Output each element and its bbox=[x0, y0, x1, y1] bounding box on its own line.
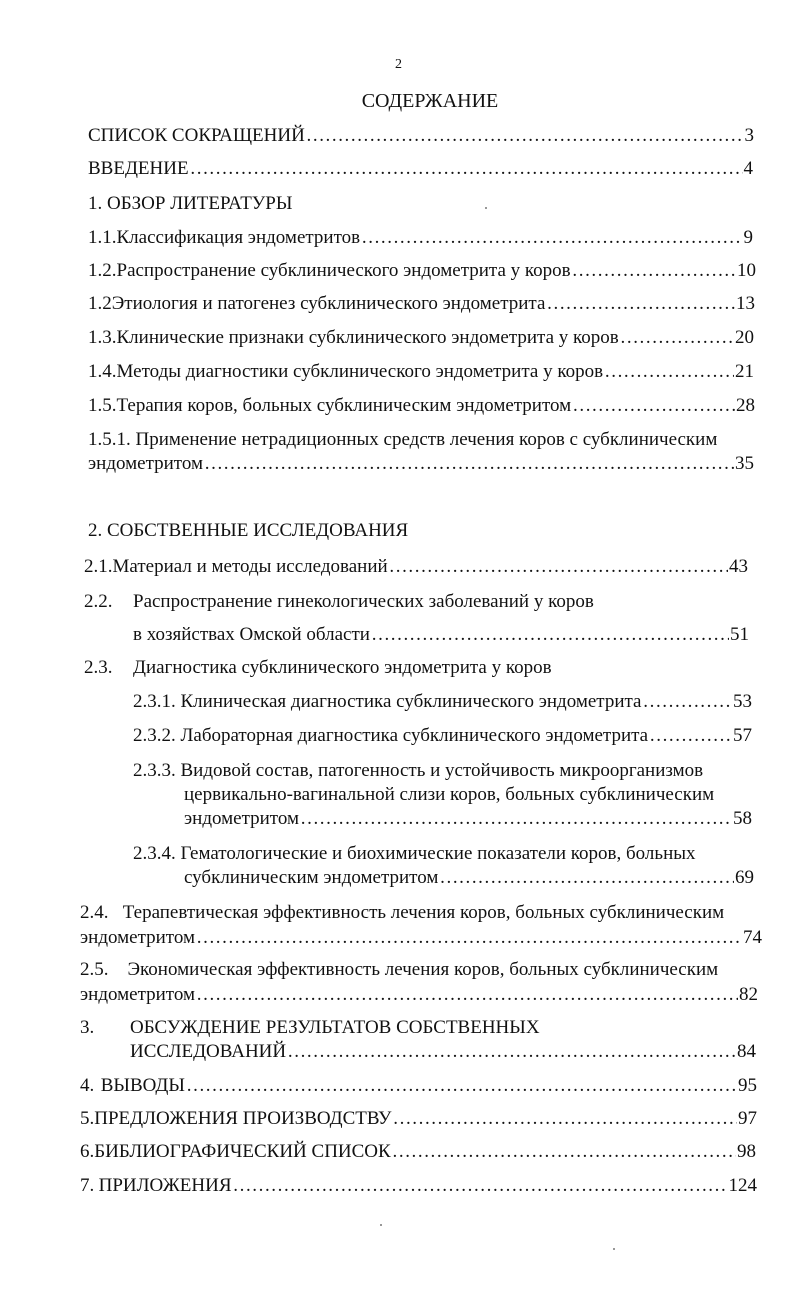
toc-entry-6 bbox=[80, 1140, 756, 1164]
toc-entry-text: 2.3.2. Лабораторная диагностика субклинического эндометрита bbox=[133, 725, 649, 746]
leader-dots bbox=[393, 1107, 738, 1131]
scan-speck bbox=[613, 1248, 615, 1250]
toc-entry-text: СПИСОК СОКРАЩЕНИЙ bbox=[88, 125, 305, 146]
toc-entry-text: Классификация эндометритов bbox=[116, 227, 361, 248]
toc-entry-2-2-line1 bbox=[84, 590, 594, 614]
toc-page-number: 20 bbox=[735, 327, 754, 348]
toc-section-number: 2.3. bbox=[84, 657, 113, 678]
leader-dots bbox=[439, 866, 734, 890]
toc-entry-7 bbox=[80, 1174, 757, 1198]
toc-entry-2-3-1 bbox=[133, 690, 752, 714]
toc-entry-abbreviations bbox=[88, 124, 754, 148]
toc-entry-text: эндометритом bbox=[80, 927, 196, 948]
toc-entry-text: Методы диагностики субклинического эндометрита у коров bbox=[116, 361, 604, 382]
toc-page-number: 53 bbox=[733, 691, 752, 712]
toc-entry-text: Терапия коров, больных субклиническим эндометритом bbox=[116, 395, 572, 416]
toc-entry-1-5-1 bbox=[88, 452, 754, 476]
leader-dots bbox=[642, 690, 732, 714]
toc-page-number: 9 bbox=[743, 227, 753, 248]
toc-page-number: 82 bbox=[739, 984, 758, 1005]
toc-page-number: 74 bbox=[743, 927, 762, 948]
toc-entry-text: эндометритом bbox=[80, 984, 196, 1005]
page-number: 2 bbox=[395, 57, 402, 72]
toc-entry-text: субклиническим эндометритом bbox=[184, 867, 439, 888]
toc-entry-2-4-line1: 2.4. Терапевтическая эффективность лечения коров, больных субклиническим bbox=[80, 902, 725, 923]
toc-entry-text: ПРЕДЛОЖЕНИЯ ПРОИЗВОДСТВУ bbox=[94, 1108, 392, 1129]
toc-entry-4 bbox=[80, 1074, 757, 1098]
toc-page-number: 98 bbox=[737, 1141, 756, 1162]
toc-page-number: 69 bbox=[735, 867, 754, 888]
toc-section-number: 1.2 bbox=[88, 293, 112, 314]
toc-entry-1-1 bbox=[88, 226, 753, 250]
toc-entry-1-2b bbox=[88, 292, 755, 316]
leader-dots bbox=[649, 724, 732, 748]
leader-dots bbox=[392, 1140, 736, 1164]
toc-entry-1-3 bbox=[88, 326, 754, 350]
toc-entry-text: 2.3.1. Клиническая диагностика субклинического эндометрита bbox=[133, 691, 642, 712]
toc-entry-text: ОБСУЖДЕНИЕ РЕЗУЛЬТАТОВ СОБСТВЕННЫХ bbox=[130, 1017, 540, 1038]
toc-page-number: 10 bbox=[737, 260, 756, 281]
leader-dots bbox=[306, 124, 744, 148]
leader-dots bbox=[572, 394, 735, 418]
toc-page-number: 84 bbox=[737, 1041, 756, 1062]
toc-entry-text: ВВЕДЕНИЕ bbox=[88, 158, 189, 179]
toc-section-number: 1.5. bbox=[88, 395, 117, 416]
toc-entry-1-2 bbox=[88, 259, 756, 283]
leader-dots bbox=[546, 292, 735, 316]
toc-section-number: 2.1. bbox=[84, 556, 113, 577]
leader-dots bbox=[196, 926, 742, 950]
toc-entry-text: Клинические признаки субклинического эндометрита у коров bbox=[116, 327, 619, 348]
toc-section-number: 1.3. bbox=[88, 327, 117, 348]
toc-page-number: 51 bbox=[730, 624, 749, 645]
toc-entry-1-4 bbox=[88, 360, 754, 384]
toc-entry-text: БИБЛИОГРАФИЧЕСКИЙ СПИСОК bbox=[94, 1141, 391, 1162]
toc-page-number: 57 bbox=[733, 725, 752, 746]
page-title: СОДЕРЖАНИЕ bbox=[361, 90, 499, 112]
toc-entry-text: в хозяйствах Омской области bbox=[133, 624, 370, 645]
toc-entry-2-4 bbox=[80, 926, 762, 950]
toc-page-number: 35 bbox=[735, 453, 754, 474]
leader-dots bbox=[371, 623, 729, 647]
scan-speck bbox=[485, 207, 487, 209]
toc-entry-2-2 bbox=[133, 623, 749, 647]
toc-entry-text: ВЫВОДЫ bbox=[100, 1075, 185, 1096]
toc-page-number: 4 bbox=[743, 158, 753, 179]
toc-entry-text: Распространение субклинического эндометрита у коров bbox=[116, 260, 571, 281]
leader-dots bbox=[233, 1174, 728, 1198]
toc-entry-2-1 bbox=[84, 555, 748, 579]
toc-entry-text: ПРИЛОЖЕНИЯ bbox=[98, 1175, 232, 1196]
leader-dots bbox=[190, 157, 743, 181]
toc-section-number: 1.2. bbox=[88, 260, 117, 281]
toc-entry-text: эндометритом bbox=[88, 453, 204, 474]
toc-section-number: 2.2. bbox=[84, 591, 113, 612]
toc-page-number: 97 bbox=[738, 1108, 757, 1129]
toc-entry-text: эндометритом bbox=[184, 808, 300, 829]
leader-dots bbox=[389, 555, 728, 579]
leader-dots bbox=[204, 452, 734, 476]
toc-section-number: 6. bbox=[80, 1141, 95, 1162]
leader-dots bbox=[287, 1040, 736, 1064]
leader-dots bbox=[196, 983, 738, 1007]
toc-entry-introduction bbox=[88, 157, 753, 181]
toc-entry-3-line1 bbox=[80, 1016, 540, 1040]
toc-page-number: 28 bbox=[736, 395, 755, 416]
toc-chapter-2: 2. СОБСТВЕННЫЕ ИССЛЕДОВАНИЯ bbox=[88, 520, 409, 541]
toc-entry-2-5-line1: 2.5. Экономическая эффективность лечения коров, больных субклиническим bbox=[80, 959, 719, 980]
toc-page-number: 95 bbox=[738, 1075, 757, 1096]
leader-dots bbox=[300, 807, 732, 831]
toc-page-number: 43 bbox=[729, 556, 748, 577]
toc-page-number: 13 bbox=[736, 293, 755, 314]
toc-section-number: 7. bbox=[80, 1175, 95, 1196]
scan-speck bbox=[380, 1224, 382, 1226]
toc-chapter-1: 1. ОБЗОР ЛИТЕРАТУРЫ bbox=[88, 193, 293, 214]
toc-page-number: 21 bbox=[735, 361, 754, 382]
toc-page-number: 124 bbox=[728, 1175, 757, 1196]
toc-entry-text: Диагностика субклинического эндометрита у коров bbox=[133, 657, 552, 678]
toc-entry-2-3-3-line2: цервикально-вагинальной слизи коров, больных субклиническим bbox=[184, 784, 715, 805]
leader-dots bbox=[361, 226, 742, 250]
toc-page-number: 58 bbox=[733, 808, 752, 829]
toc-entry-2-5 bbox=[80, 983, 758, 1007]
toc-section-number: 3. bbox=[80, 1017, 95, 1038]
toc-entry-2-3-2 bbox=[133, 724, 752, 748]
toc-entry-2-3-4 bbox=[184, 866, 754, 890]
toc-entry-2-3-4-line1: 2.3.4. Гематологические и биохимические показатели коров, больных bbox=[133, 843, 696, 864]
toc-entry-2-3 bbox=[84, 656, 552, 680]
leader-dots bbox=[604, 360, 734, 384]
toc-entry-1-5-1-line1: 1.5.1. Применение нетрадиционных средств лечения коров с субклиническим bbox=[88, 429, 718, 450]
leader-dots bbox=[572, 259, 736, 283]
toc-entry-text: Распространение гинекологических заболеваний у коров bbox=[133, 591, 594, 612]
toc-entry-2-3-3 bbox=[184, 807, 752, 831]
toc-entry-text: Этиология и патогенез субклинического эндометрита bbox=[111, 293, 546, 314]
leader-dots bbox=[186, 1074, 737, 1098]
toc-section-number: 4. bbox=[80, 1075, 95, 1096]
leader-dots bbox=[620, 326, 734, 350]
toc-entry-text: Материал и методы исследований bbox=[112, 556, 388, 577]
toc-entry-text: ИССЛЕДОВАНИЙ bbox=[130, 1041, 287, 1062]
toc-entry-5 bbox=[80, 1107, 757, 1131]
toc-section-number: 1.1. bbox=[88, 227, 117, 248]
toc-entry-3 bbox=[130, 1040, 756, 1064]
toc-page-number: 3 bbox=[744, 125, 754, 146]
toc-section-number: 5. bbox=[80, 1108, 95, 1129]
toc-entry-1-5 bbox=[88, 394, 755, 418]
toc-section-number: 1.4. bbox=[88, 361, 117, 382]
toc-entry-2-3-3-line1: 2.3.3. Видовой состав, патогенность и устойчивость микроорганизмов bbox=[133, 760, 704, 781]
